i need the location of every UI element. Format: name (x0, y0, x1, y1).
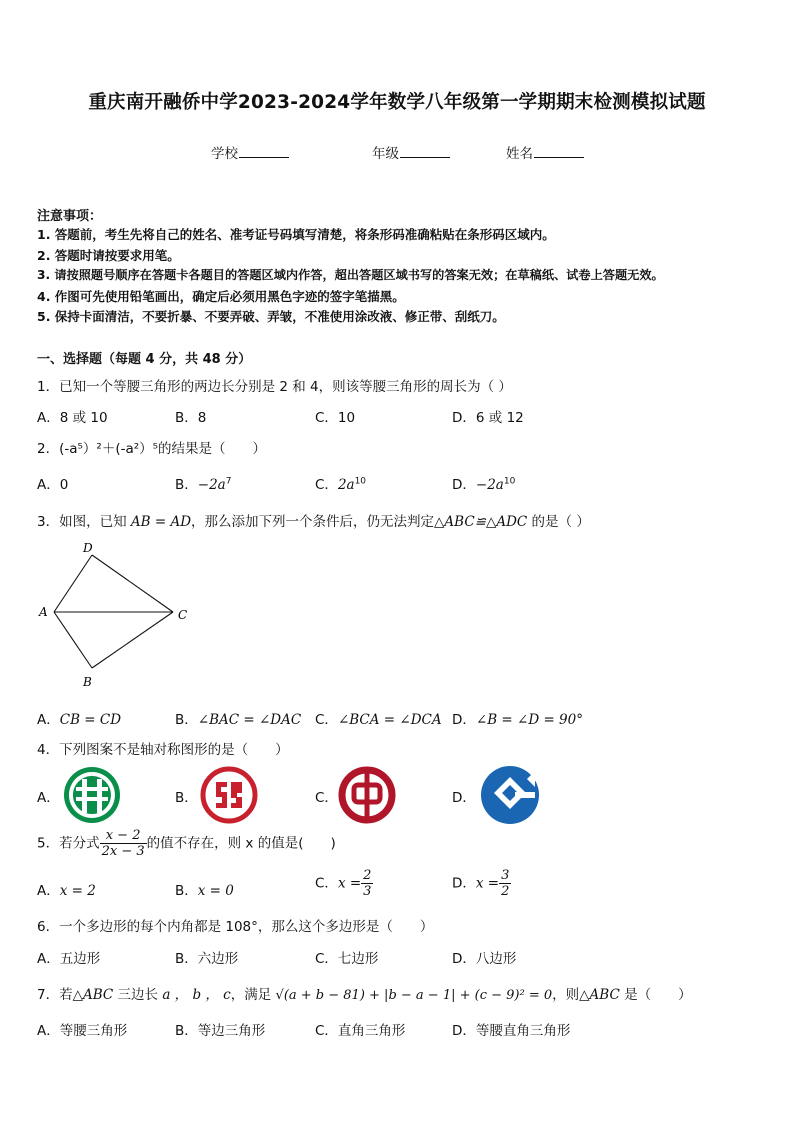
q2-b-label: B． (175, 477, 198, 493)
q5-c-fraction (361, 868, 373, 899)
segment-dc (92, 555, 173, 612)
note-item: 5. 保持卡面清洁，不要折暴、不要弄破、弄皱，不准使用涂改液、修正带、刮纸刀。 (37, 309, 505, 324)
q5-d-lhs: x = (475, 875, 500, 892)
q3-b-label: B． (175, 712, 198, 728)
q3-stem-math: AB = AD (130, 514, 192, 530)
q5-b-expr: x = 0 (197, 883, 234, 899)
red-coin-logo-icon[interactable] (337, 765, 397, 825)
q5-c-numerator: 2 (363, 868, 372, 883)
q5-b-label: B． (175, 883, 198, 899)
school-blank[interactable] (239, 144, 289, 158)
q3-a-expr: CB = CD (59, 712, 122, 728)
q7-option-c[interactable]: C．直角三角形 (315, 1023, 406, 1039)
blue-bank-logo-icon[interactable] (475, 765, 545, 825)
segment-bc (92, 612, 173, 668)
q4-option-a-label[interactable]: A． (37, 790, 60, 806)
q7-stem-post: ，则 (552, 987, 580, 1003)
vertex-label-c: C (178, 608, 188, 622)
question-2-stem: 2．(-a⁵）²＋(-a²）⁵的结果是（ ） (37, 441, 267, 457)
q3-stem-pre: 3．如图，已知 (37, 514, 131, 530)
q2-c-expr: 2a (337, 477, 355, 493)
q5-option-d[interactable] (452, 868, 511, 899)
vertex-label-a: A (39, 605, 48, 619)
name-label: 姓名 (506, 146, 533, 162)
q5-stem-post: 的值不存在，则 x 的值是( ) (146, 835, 336, 852)
q2-d-expr: −2a (475, 477, 504, 493)
q7-triangle: △ABC (72, 987, 114, 1003)
q7-triangle2: △ABC (579, 987, 620, 1003)
q2-option-b[interactable] (175, 473, 231, 493)
q7-option-a[interactable]: A．等腰三角形 (37, 1023, 128, 1039)
school-label: 学校 (211, 146, 238, 162)
q1-option-b[interactable]: B．8 (175, 410, 207, 426)
vertex-label-b: B (83, 675, 92, 689)
q5-option-b[interactable] (175, 879, 234, 899)
notes-heading: 注意事项： (37, 209, 103, 224)
q5-frac-numerator: x − 2 (100, 828, 147, 844)
q7-stem-mid: 三边长 (113, 987, 163, 1003)
green-bank-logo-icon[interactable] (62, 765, 122, 825)
q5-frac-denominator: 2x − 3 (101, 844, 145, 859)
q7-expression: √(a + b − 81) + |b − a − 1| + (c − 9)² = 0 (275, 988, 553, 1003)
q3-option-b[interactable] (175, 708, 301, 728)
q5-c-lhs: x = (337, 875, 362, 892)
q5-c-denominator: 3 (363, 884, 372, 899)
q5-fraction (100, 828, 147, 859)
q7-stem-mid2: ，满足 (230, 987, 276, 1003)
q3-option-c[interactable] (315, 708, 442, 728)
question-3-stem (37, 510, 590, 530)
q2-option-a[interactable]: A．0 (37, 477, 69, 493)
segment-ad (54, 555, 92, 612)
question-7-stem (37, 983, 692, 1003)
q2-option-c[interactable] (315, 473, 366, 493)
q5-a-label: A． (37, 883, 60, 899)
name-field[interactable] (506, 142, 584, 162)
q7-stem-pre: 7．若 (37, 987, 73, 1003)
q5-d-fraction (499, 868, 511, 899)
q7-stem-end: 是（ ） (619, 987, 692, 1003)
q3-stem-post: 的是（ ） (527, 514, 590, 530)
question-6-stem: 6．一个多边形的每个内角都是 108°，那么这个多边形是（ ） (37, 919, 434, 935)
q2-b-exponent: 7 (225, 476, 232, 487)
q4-option-c-label[interactable]: C． (315, 790, 338, 806)
q2-b-expr: −2a (197, 477, 226, 493)
q5-option-a[interactable] (37, 879, 96, 899)
q6-option-b[interactable]: B．六边形 (175, 951, 239, 967)
q5-c-label: C． (315, 875, 338, 892)
q2-d-exponent: 10 (503, 476, 516, 487)
q6-option-c[interactable]: C．七边形 (315, 951, 379, 967)
note-item: 1. 答题前，考生先将自己的姓名、准考证号码填写清楚，将条形码准确粘贴在条形码区域内。 (37, 227, 555, 242)
note-item: 2. 答题时请按要求用笔。 (37, 248, 180, 263)
question-4-stem: 4．下列图案不是轴对称图形的是（ ） (37, 742, 289, 758)
question-5-stem (37, 828, 336, 859)
q3-d-label: D． (452, 712, 476, 728)
q3-stem-math2: △ABC≌△ADC (434, 514, 528, 530)
grade-field[interactable] (372, 142, 450, 162)
q5-d-label: D． (452, 875, 476, 892)
q6-option-a[interactable]: A．五边形 (37, 951, 101, 967)
q3-a-label: A． (37, 712, 60, 728)
name-blank[interactable] (534, 144, 584, 158)
q7-option-b[interactable]: B．等边三角形 (175, 1023, 266, 1039)
section-heading: 一、选择题（每题 4 分，共 48 分） (37, 352, 252, 367)
grade-label: 年级 (372, 146, 399, 162)
q5-d-denominator: 2 (501, 884, 510, 899)
q1-option-d[interactable]: D．6 或 12 (452, 410, 524, 426)
q1-option-c[interactable]: C．10 (315, 410, 356, 426)
note-item: 4. 作图可先使用铅笔画出，确定后必须用黑色字迹的签字笔描黑。 (37, 289, 405, 304)
q7-option-d[interactable]: D．等腰直角三角形 (452, 1023, 571, 1039)
q6-option-d[interactable]: D．八边形 (452, 951, 517, 967)
quadrilateral-figure (30, 535, 200, 695)
q2-c-label: C． (315, 477, 338, 493)
q3-c-expr: ∠BCA = ∠DCA (337, 712, 442, 728)
segment-ab (54, 612, 92, 668)
q2-d-label: D． (452, 477, 476, 493)
page-title: 重庆南开融侨中学2023-2024学年数学八年级第一学期期末检测模拟试题 (88, 92, 706, 113)
q4-option-b-label[interactable]: B． (175, 790, 198, 806)
q2-option-d[interactable] (452, 473, 515, 493)
q3-c-label: C． (315, 712, 338, 728)
q5-option-c[interactable] (315, 868, 373, 899)
note-item: 3. 请按照题号顺序在答题卡各题目的答题区域内作答，超出答题区域书写的答案无效；在草稿纸、试卷上答题无效。 (37, 268, 664, 282)
q2-c-exponent: 10 (354, 476, 367, 487)
vertex-label-d: D (83, 541, 93, 555)
q5-d-numerator: 3 (501, 868, 510, 883)
grade-blank[interactable] (400, 144, 450, 158)
school-field[interactable] (211, 142, 289, 162)
q7-vars: a ， b ， c (162, 987, 231, 1003)
q3-d-expr: ∠B = ∠D = 90° (475, 712, 583, 728)
red-bank-logo-icon[interactable] (199, 765, 259, 825)
q4-option-d-label[interactable]: D． (452, 790, 476, 806)
q5-a-expr: x = 2 (59, 883, 96, 899)
q1-option-a[interactable]: A．8 或 10 (37, 410, 108, 426)
q5-stem-pre: 5．若分式 (37, 835, 100, 852)
q3-option-d[interactable] (452, 708, 583, 728)
q3-b-expr: ∠BAC = ∠DAC (197, 712, 302, 728)
question-1-stem: 1．已知一个等腰三角形的两边长分别是 2 和 4，则该等腰三角形的周长为（ ） (37, 379, 512, 395)
q3-option-a[interactable] (37, 708, 121, 728)
q3-stem-mid: ，那么添加下列一个条件后，仍无法判定 (191, 514, 435, 530)
